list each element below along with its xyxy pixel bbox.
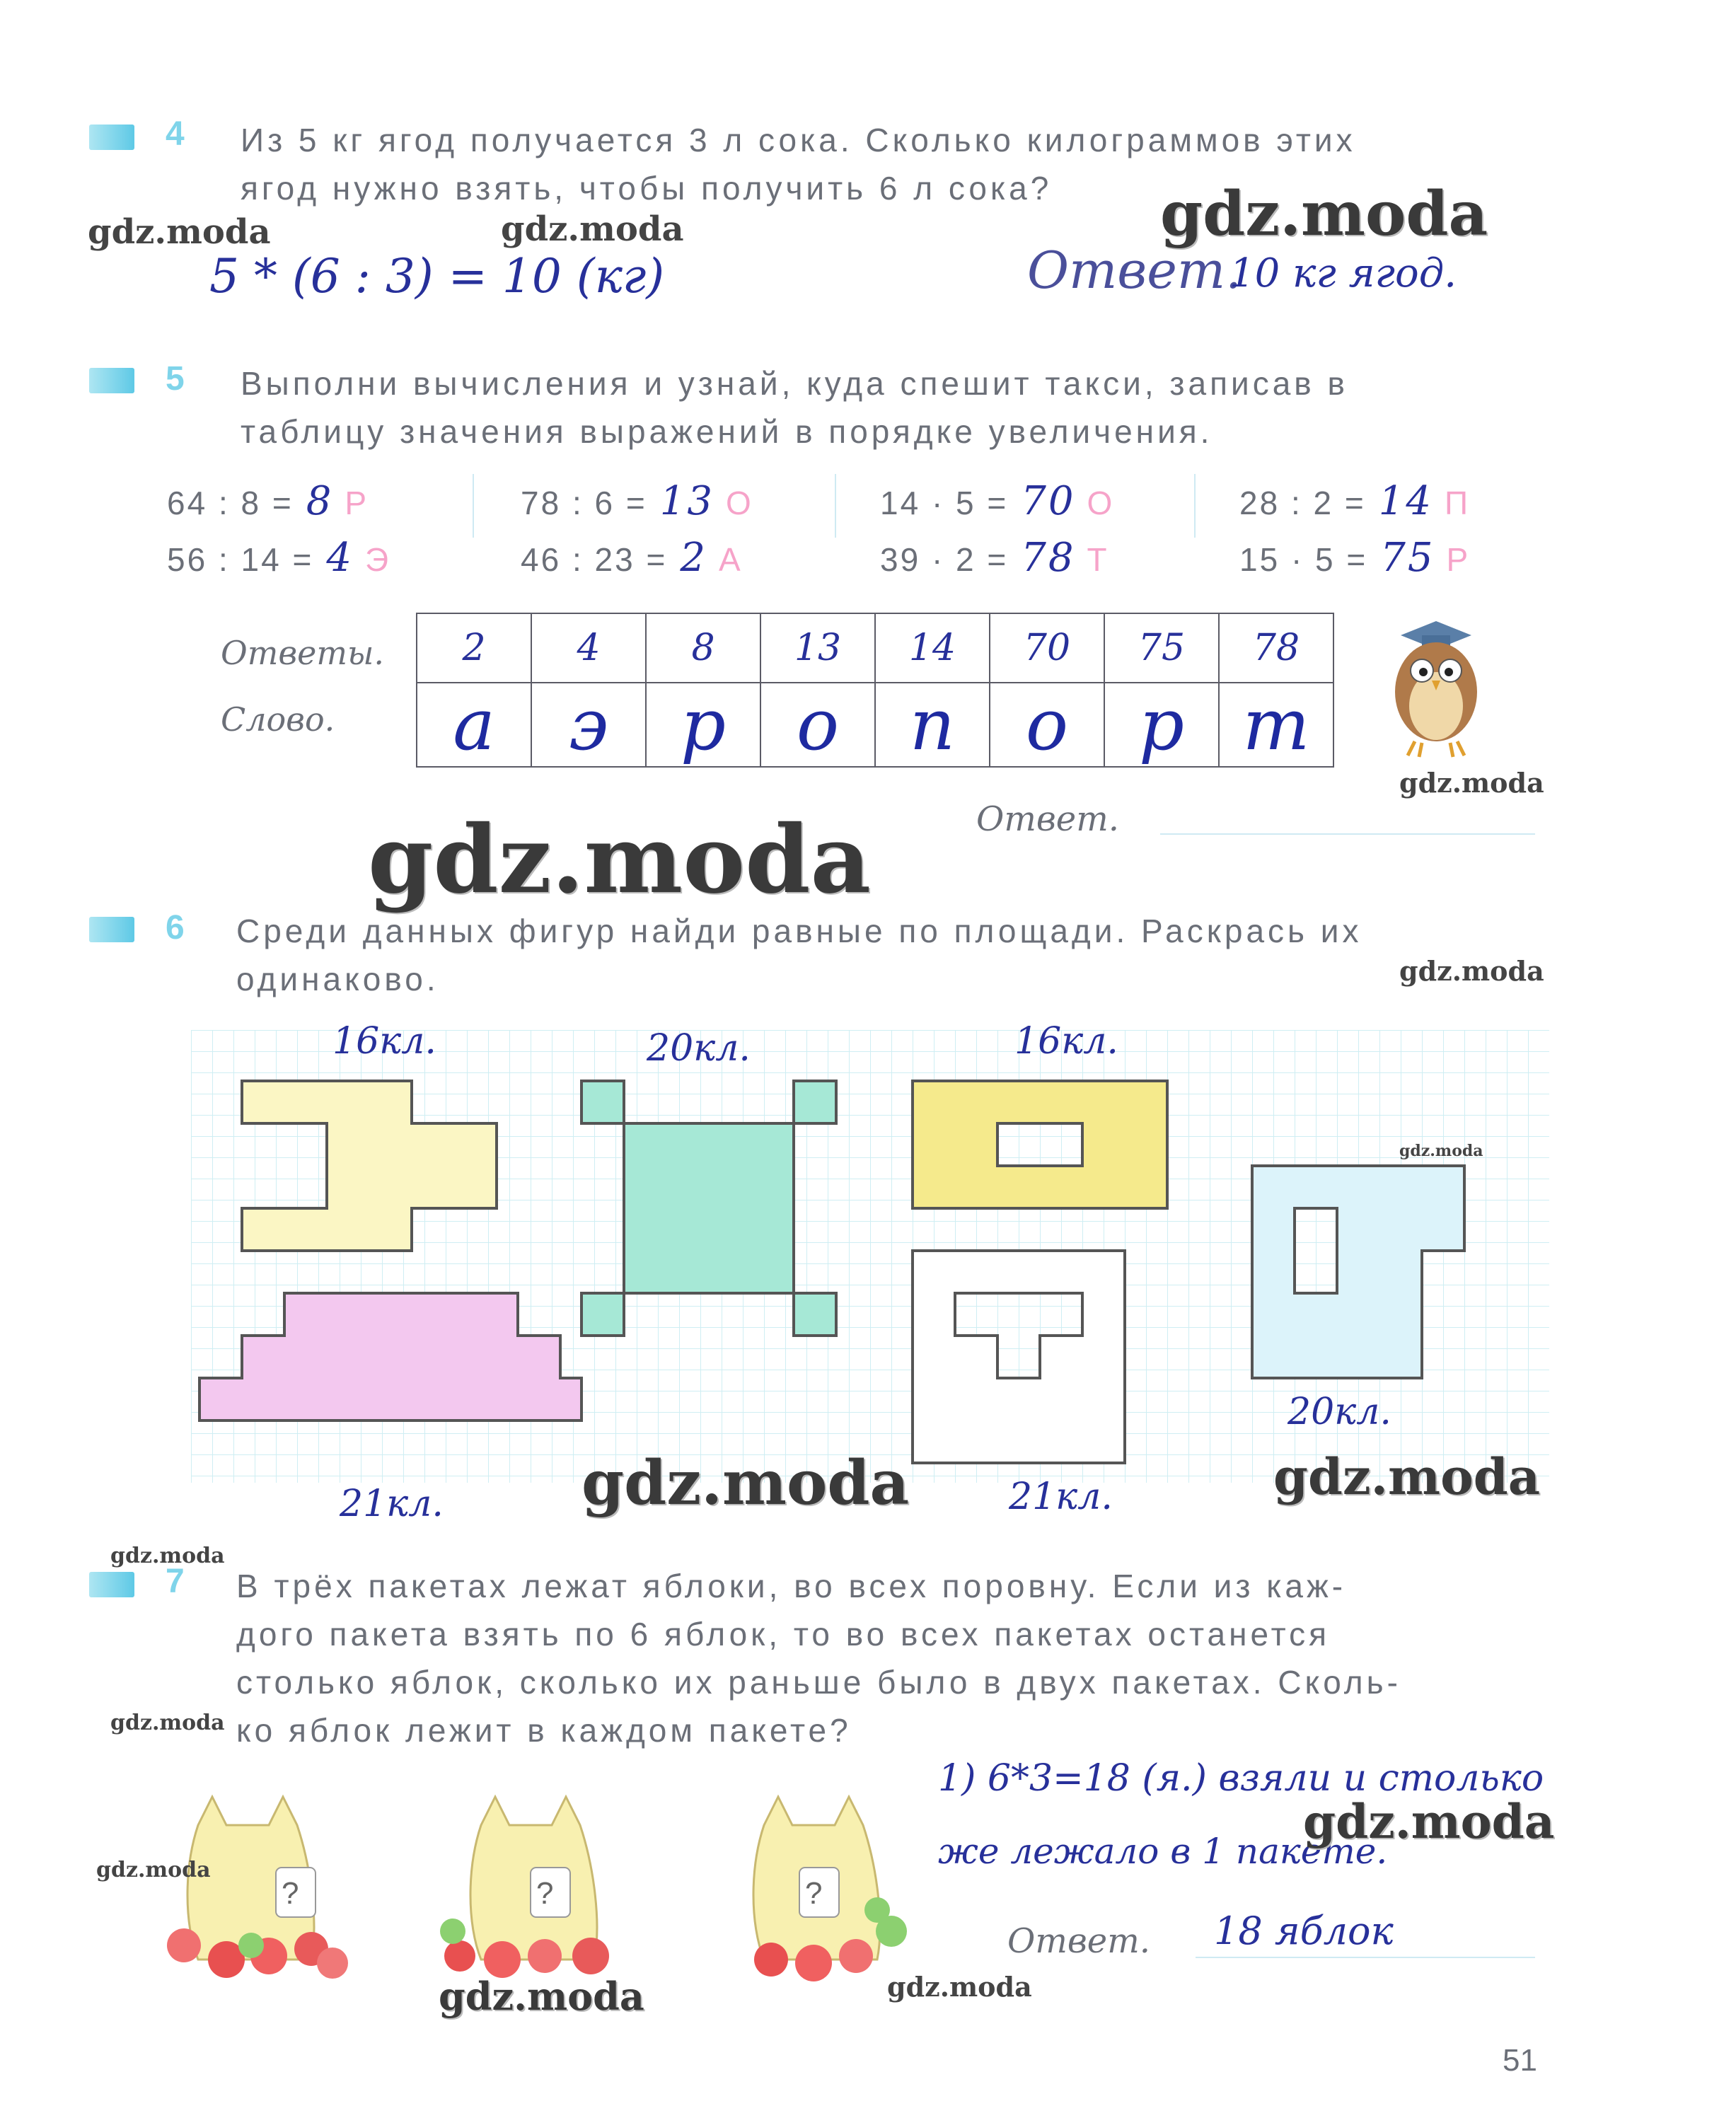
shape-label: 21кл. <box>340 1483 444 1525</box>
task7-solution-line2: же лежало в 1 пакете. <box>938 1831 1388 1872</box>
owl-illustration <box>1372 614 1500 763</box>
task6-text-line2: одинаково. <box>236 961 439 997</box>
answers-row-label: Ответы. <box>221 634 385 672</box>
word-cell: р <box>646 683 760 767</box>
task7-answer-line <box>1196 1957 1535 1958</box>
bag <box>753 1797 907 1981</box>
word-cell: т <box>1219 683 1333 767</box>
word-cell: о <box>990 683 1104 767</box>
task6-text-line1: Среди данных фигур найди равные по площади. Раскрась их <box>236 913 1362 949</box>
answer-cell: 75 <box>1104 613 1219 683</box>
answer-table <box>416 613 1334 768</box>
watermark: gdz.moda <box>96 1858 211 1882</box>
watermark: gdz.moda <box>439 1974 644 2019</box>
expression: 46 : 23 = 2 А <box>521 535 743 581</box>
expression: 78 : 6 = 13 О <box>521 478 753 524</box>
shape-label: 20кл. <box>1287 1391 1391 1433</box>
watermark: gdz.moda <box>1399 955 1544 987</box>
answer-cell: 2 <box>417 613 531 683</box>
watermark: gdz.moda <box>1160 178 1488 250</box>
bag <box>440 1797 609 1978</box>
expression: 64 : 8 = 8 Р <box>167 478 369 524</box>
shape-label: 20кл. <box>647 1027 751 1070</box>
expression: 14 · 5 = 70 О <box>880 478 1115 524</box>
word-cell: а <box>417 683 531 767</box>
watermark: gdz.moda <box>1273 1447 1541 1506</box>
column-divider <box>473 474 474 538</box>
watermark: gdz.moda <box>1399 1142 1483 1160</box>
word-row-label: Слово. <box>221 700 335 739</box>
shape-label: 16кл. <box>332 1020 436 1063</box>
task4-number: 4 <box>166 115 185 153</box>
expression: 39 · 2 = 78 Т <box>880 535 1109 581</box>
answer-cell: 14 <box>875 613 990 683</box>
task4-text-line2: ягод нужно взять, чтобы получить 6 л сока? <box>241 170 1053 207</box>
task5-number: 5 <box>166 360 185 398</box>
page-number: 51 <box>1503 2043 1537 2078</box>
task6-marker <box>89 917 134 942</box>
word-cell: э <box>531 683 646 767</box>
task4-marker <box>89 125 134 150</box>
bag-question-mark: ? <box>805 1876 823 1911</box>
word-cell: р <box>1104 683 1219 767</box>
answer-cell: 70 <box>990 613 1104 683</box>
shape-label: 21кл. <box>1009 1476 1113 1518</box>
bag-question-mark: ? <box>282 1876 299 1911</box>
answer-cell: 4 <box>531 613 646 683</box>
task7-answer: 18 яблок <box>1214 1909 1394 1953</box>
answer-cell: 78 <box>1219 613 1333 683</box>
task6-number: 6 <box>166 909 185 947</box>
task5-answer-line <box>1160 833 1535 835</box>
task7-marker <box>89 1572 134 1597</box>
task7-text-line1: В трёх пакетах лежат яблоки, во всех поровну. Если из каж- <box>236 1568 1347 1604</box>
task5-answer-label: Ответ. <box>976 799 1119 839</box>
expression: 28 : 2 = 14 П <box>1239 478 1471 524</box>
task4-answer-label: Ответ. <box>1027 241 1242 300</box>
watermark: gdz.moda <box>581 1447 910 1519</box>
task7-text-line4: ко яблок лежит в каждом пакете? <box>236 1712 852 1749</box>
column-divider <box>1194 474 1196 538</box>
task7-answer-label: Ответ. <box>1007 1921 1150 1961</box>
task7-text-line3: столько яблок, сколько их раньше было в двух пакетах. Сколь- <box>236 1664 1401 1701</box>
task5-text-line2: таблицу значения выражений в порядке увеличения. <box>241 413 1213 450</box>
expression: 56 : 14 = 4 Э <box>167 535 391 581</box>
expression: 15 · 5 = 75 Р <box>1239 535 1471 581</box>
watermark: gdz.moda <box>887 1971 1032 2003</box>
word-cell: о <box>760 683 875 767</box>
watermark: gdz.moda <box>88 212 271 252</box>
task7-text-line2: дого пакета взять по 6 яблок, то во всех пакетах останется <box>236 1616 1331 1653</box>
watermark: gdz.moda <box>501 209 684 249</box>
word-cell: п <box>875 683 990 767</box>
task5-text-line1: Выполни вычисления и узнай, куда спешит такси, записав в <box>241 365 1348 402</box>
shape-green-square <box>624 1123 794 1293</box>
task5-marker <box>89 368 134 393</box>
watermark: gdz.moda <box>1303 1794 1555 1849</box>
watermark: gdz.moda <box>1399 767 1544 799</box>
shape-label: 16кл. <box>1014 1020 1118 1063</box>
watermark: gdz.moda <box>110 1544 225 1568</box>
task7-solution-line1: 1) 6*3=18 (я.) взяли и столько <box>938 1757 1544 1800</box>
watermark: gdz.moda <box>368 805 872 915</box>
task4-answer: 10 кг ягод. <box>1229 250 1457 296</box>
answer-cell: 8 <box>646 613 760 683</box>
bag <box>167 1797 348 1979</box>
watermark: gdz.moda <box>110 1711 225 1735</box>
apple-bags-illustration <box>156 1783 976 1995</box>
task4-solution: 5 * (6 : 3) = 10 (кг) <box>209 249 665 303</box>
task4-text-line1: Из 5 кг ягод получается 3 л сока. Сколько килограммов этих <box>241 122 1356 158</box>
answer-cell: 13 <box>760 613 875 683</box>
task7-number: 7 <box>166 1563 185 1600</box>
column-divider <box>835 474 836 538</box>
bag-question-mark: ? <box>536 1876 554 1911</box>
